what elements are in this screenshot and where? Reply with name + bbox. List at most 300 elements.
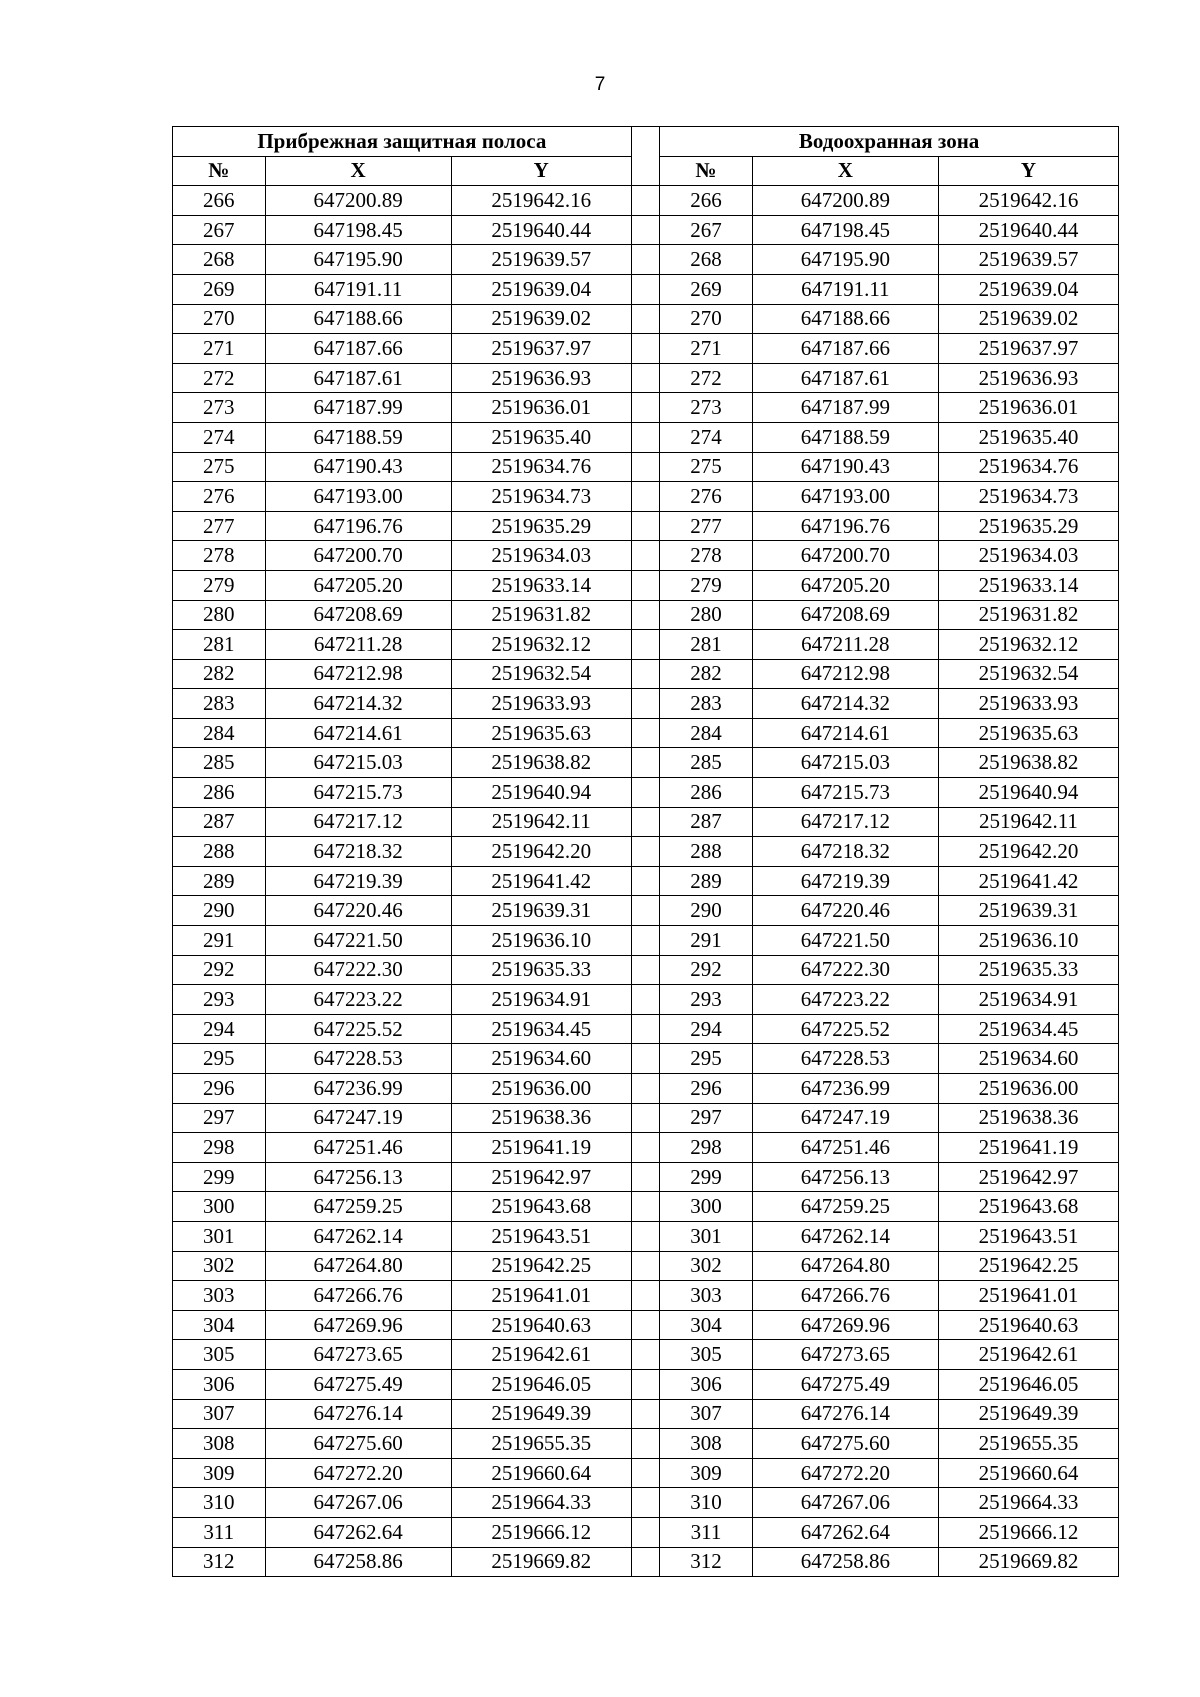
table-row bbox=[173, 1074, 1119, 1104]
coastal-strip-y-cell: 2519666.12 bbox=[451, 1517, 631, 1547]
water-protection-zone-number-cell: 297 bbox=[660, 1103, 753, 1133]
coastal-strip-x-cell: 647262.14 bbox=[265, 1221, 451, 1251]
coastal-strip-x-cell: 647196.76 bbox=[265, 511, 451, 541]
column-gap bbox=[631, 482, 659, 512]
water-protection-zone-number-cell: 269 bbox=[660, 274, 753, 304]
coastal-strip-number-cell: 266 bbox=[173, 186, 266, 216]
table-row bbox=[173, 1310, 1119, 1340]
water-protection-zone-x-cell: 647221.50 bbox=[752, 926, 938, 956]
water-protection-zone-number-cell: 298 bbox=[660, 1133, 753, 1163]
table-row bbox=[173, 630, 1119, 660]
coastal-strip-x-cell: 647221.50 bbox=[265, 926, 451, 956]
water-protection-zone-number-cell: 296 bbox=[660, 1074, 753, 1104]
water-protection-zone-x-cell: 647220.46 bbox=[752, 896, 938, 926]
water-protection-zone-x-cell: 647208.69 bbox=[752, 600, 938, 630]
column-gap bbox=[631, 570, 659, 600]
coastal-strip-x-cell: 647276.14 bbox=[265, 1399, 451, 1429]
coastal-strip-y-cell: 2519642.25 bbox=[451, 1251, 631, 1281]
water-protection-zone-x-cell: 647214.32 bbox=[752, 689, 938, 719]
coastal-strip-y-cell: 2519634.03 bbox=[451, 541, 631, 571]
water-protection-zone-number-cell: 272 bbox=[660, 363, 753, 393]
coastal-strip-number-cell: 285 bbox=[173, 748, 266, 778]
water-protection-zone-number-cell: 284 bbox=[660, 718, 753, 748]
coastal-strip-x-cell: 647267.06 bbox=[265, 1488, 451, 1518]
coastal-strip-y-cell: 2519640.94 bbox=[451, 778, 631, 808]
coastal-strip-x-cell: 647187.99 bbox=[265, 393, 451, 423]
coastal-strip-y-cell: 2519634.76 bbox=[451, 452, 631, 482]
coastal-strip-y-cell: 2519634.91 bbox=[451, 985, 631, 1015]
table-row bbox=[173, 837, 1119, 867]
coastal-strip-x-cell: 647200.70 bbox=[265, 541, 451, 571]
water-protection-zone-y-cell: 2519634.91 bbox=[938, 985, 1118, 1015]
water-protection-zone-x-cell: 647196.76 bbox=[752, 511, 938, 541]
table-row bbox=[173, 304, 1119, 334]
water-protection-zone-number-cell: 286 bbox=[660, 778, 753, 808]
coastal-strip-x-cell: 647225.52 bbox=[265, 1014, 451, 1044]
water-protection-zone-number-cell: 270 bbox=[660, 304, 753, 334]
water-protection-zone-number-cell: 304 bbox=[660, 1310, 753, 1340]
coastal-strip-x-cell: 647228.53 bbox=[265, 1044, 451, 1074]
water-protection-zone-y-cell: 2519634.03 bbox=[938, 541, 1118, 571]
water-protection-zone-y-cell: 2519641.01 bbox=[938, 1281, 1118, 1311]
water-protection-zone-y-cell: 2519640.94 bbox=[938, 778, 1118, 808]
table-row bbox=[173, 1251, 1119, 1281]
coastal-strip-number-cell: 283 bbox=[173, 689, 266, 719]
water-protection-zone-number-cell: 283 bbox=[660, 689, 753, 719]
coastal-strip-y-cell: 2519639.57 bbox=[451, 245, 631, 275]
coastal-strip-number-cell: 267 bbox=[173, 215, 266, 245]
coastal-strip-number-cell: 276 bbox=[173, 482, 266, 512]
coastal-strip-number-cell: 310 bbox=[173, 1488, 266, 1518]
table-row bbox=[173, 1133, 1119, 1163]
table-row bbox=[173, 1014, 1119, 1044]
water-protection-zone-y-cell: 2519639.31 bbox=[938, 896, 1118, 926]
coastal-strip-y-cell: 2519638.82 bbox=[451, 748, 631, 778]
water-protection-zone-number-cell: 292 bbox=[660, 955, 753, 985]
column-gap bbox=[631, 1133, 659, 1163]
water-protection-zone-y-cell: 2519637.97 bbox=[938, 334, 1118, 364]
column-header-y: Y bbox=[938, 156, 1118, 186]
column-gap bbox=[631, 630, 659, 660]
column-gap bbox=[631, 955, 659, 985]
water-protection-zone-number-cell: 276 bbox=[660, 482, 753, 512]
water-protection-zone-x-cell: 647256.13 bbox=[752, 1162, 938, 1192]
table-row bbox=[173, 926, 1119, 956]
water-protection-zone-y-cell: 2519635.29 bbox=[938, 511, 1118, 541]
water-protection-zone-y-cell: 2519633.93 bbox=[938, 689, 1118, 719]
column-header-number: № bbox=[173, 156, 266, 186]
coastal-strip-y-cell: 2519634.45 bbox=[451, 1014, 631, 1044]
column-gap bbox=[631, 689, 659, 719]
water-protection-zone-y-cell: 2519636.01 bbox=[938, 393, 1118, 423]
table-row bbox=[173, 1458, 1119, 1488]
coastal-strip-y-cell: 2519641.42 bbox=[451, 866, 631, 896]
column-gap bbox=[631, 1103, 659, 1133]
coastal-strip-x-cell: 647222.30 bbox=[265, 955, 451, 985]
coastal-strip-y-cell: 2519639.02 bbox=[451, 304, 631, 334]
coastal-strip-number-cell: 291 bbox=[173, 926, 266, 956]
coastal-strip-number-cell: 295 bbox=[173, 1044, 266, 1074]
coastal-strip-y-cell: 2519664.33 bbox=[451, 1488, 631, 1518]
water-protection-zone-y-cell: 2519642.11 bbox=[938, 807, 1118, 837]
coastal-strip-x-cell: 647208.69 bbox=[265, 600, 451, 630]
column-gap bbox=[631, 334, 659, 364]
water-protection-zone-number-cell: 274 bbox=[660, 422, 753, 452]
water-protection-zone-y-cell: 2519642.16 bbox=[938, 186, 1118, 216]
coastal-strip-x-cell: 647258.86 bbox=[265, 1547, 451, 1577]
water-protection-zone-y-cell: 2519664.33 bbox=[938, 1488, 1118, 1518]
water-protection-zone-y-cell: 2519632.54 bbox=[938, 659, 1118, 689]
table-row bbox=[173, 1044, 1119, 1074]
water-protection-zone-x-cell: 647258.86 bbox=[752, 1547, 938, 1577]
coastal-strip-number-cell: 271 bbox=[173, 334, 266, 364]
coastal-strip-y-cell: 2519632.54 bbox=[451, 659, 631, 689]
water-protection-zone-x-cell: 647262.64 bbox=[752, 1517, 938, 1547]
coastal-strip-x-cell: 647218.32 bbox=[265, 837, 451, 867]
coordinates-table bbox=[172, 126, 1119, 1577]
coastal-strip-number-cell: 289 bbox=[173, 866, 266, 896]
coastal-strip-number-cell: 305 bbox=[173, 1340, 266, 1370]
column-gap bbox=[631, 1044, 659, 1074]
coastal-strip-x-cell: 647266.76 bbox=[265, 1281, 451, 1311]
coastal-strip-number-cell: 303 bbox=[173, 1281, 266, 1311]
table-row bbox=[173, 1547, 1119, 1577]
coastal-strip-x-cell: 647273.65 bbox=[265, 1340, 451, 1370]
coastal-strip-number-cell: 311 bbox=[173, 1517, 266, 1547]
water-protection-zone-x-cell: 647187.61 bbox=[752, 363, 938, 393]
column-gap bbox=[631, 1310, 659, 1340]
column-gap bbox=[631, 1399, 659, 1429]
water-protection-zone-number-cell: 287 bbox=[660, 807, 753, 837]
column-gap bbox=[631, 127, 659, 186]
column-gap bbox=[631, 393, 659, 423]
column-gap bbox=[631, 1192, 659, 1222]
coastal-strip-number-cell: 294 bbox=[173, 1014, 266, 1044]
coastal-strip-number-cell: 278 bbox=[173, 541, 266, 571]
water-protection-zone-number-cell: 302 bbox=[660, 1251, 753, 1281]
water-protection-zone-y-cell: 2519666.12 bbox=[938, 1517, 1118, 1547]
water-protection-zone-y-cell: 2519640.44 bbox=[938, 215, 1118, 245]
coastal-strip-x-cell: 647205.20 bbox=[265, 570, 451, 600]
water-protection-zone-y-cell: 2519634.76 bbox=[938, 452, 1118, 482]
table-row bbox=[173, 215, 1119, 245]
water-protection-zone-y-cell: 2519639.02 bbox=[938, 304, 1118, 334]
water-protection-zone-x-cell: 647191.11 bbox=[752, 274, 938, 304]
column-gap bbox=[631, 926, 659, 956]
coastal-strip-x-cell: 647215.73 bbox=[265, 778, 451, 808]
column-gap bbox=[631, 807, 659, 837]
column-gap bbox=[631, 600, 659, 630]
coastal-strip-number-cell: 269 bbox=[173, 274, 266, 304]
water-protection-zone-title: Водоохранная зона bbox=[660, 127, 1119, 157]
water-protection-zone-y-cell: 2519640.63 bbox=[938, 1310, 1118, 1340]
water-protection-zone-number-cell: 280 bbox=[660, 600, 753, 630]
coastal-strip-number-cell: 302 bbox=[173, 1251, 266, 1281]
table-row bbox=[173, 748, 1119, 778]
column-gap bbox=[631, 1547, 659, 1577]
water-protection-zone-y-cell: 2519636.93 bbox=[938, 363, 1118, 393]
water-protection-zone-x-cell: 647212.98 bbox=[752, 659, 938, 689]
table-body bbox=[173, 186, 1119, 1577]
water-protection-zone-x-cell: 647218.32 bbox=[752, 837, 938, 867]
table-row bbox=[173, 511, 1119, 541]
water-protection-zone-y-cell: 2519643.51 bbox=[938, 1221, 1118, 1251]
table-row bbox=[173, 1281, 1119, 1311]
water-protection-zone-number-cell: 309 bbox=[660, 1458, 753, 1488]
water-protection-zone-number-cell: 273 bbox=[660, 393, 753, 423]
table-row bbox=[173, 274, 1119, 304]
water-protection-zone-x-cell: 647193.00 bbox=[752, 482, 938, 512]
water-protection-zone-number-cell: 308 bbox=[660, 1429, 753, 1459]
coastal-strip-y-cell: 2519669.82 bbox=[451, 1547, 631, 1577]
water-protection-zone-number-cell: 281 bbox=[660, 630, 753, 660]
coastal-strip-y-cell: 2519631.82 bbox=[451, 600, 631, 630]
water-protection-zone-number-cell: 305 bbox=[660, 1340, 753, 1370]
water-protection-zone-number-cell: 295 bbox=[660, 1044, 753, 1074]
coastal-strip-y-cell: 2519635.63 bbox=[451, 718, 631, 748]
water-protection-zone-number-cell: 282 bbox=[660, 659, 753, 689]
water-protection-zone-y-cell: 2519639.04 bbox=[938, 274, 1118, 304]
water-protection-zone-number-cell: 278 bbox=[660, 541, 753, 571]
coastal-strip-y-cell: 2519636.00 bbox=[451, 1074, 631, 1104]
water-protection-zone-y-cell: 2519649.39 bbox=[938, 1399, 1118, 1429]
water-protection-zone-number-cell: 310 bbox=[660, 1488, 753, 1518]
column-gap bbox=[631, 452, 659, 482]
table-row bbox=[173, 718, 1119, 748]
water-protection-zone-y-cell: 2519634.45 bbox=[938, 1014, 1118, 1044]
table-row bbox=[173, 985, 1119, 1015]
coastal-strip-number-cell: 307 bbox=[173, 1399, 266, 1429]
column-gap bbox=[631, 541, 659, 571]
column-gap bbox=[631, 1488, 659, 1518]
coastal-strip-number-cell: 287 bbox=[173, 807, 266, 837]
water-protection-zone-number-cell: 268 bbox=[660, 245, 753, 275]
column-gap bbox=[631, 186, 659, 216]
coastal-strip-number-cell: 308 bbox=[173, 1429, 266, 1459]
coastal-strip-x-cell: 647219.39 bbox=[265, 866, 451, 896]
water-protection-zone-number-cell: 306 bbox=[660, 1369, 753, 1399]
water-protection-zone-y-cell: 2519642.61 bbox=[938, 1340, 1118, 1370]
coastal-strip-number-cell: 279 bbox=[173, 570, 266, 600]
coastal-strip-x-cell: 647198.45 bbox=[265, 215, 451, 245]
coastal-strip-x-cell: 647256.13 bbox=[265, 1162, 451, 1192]
coastal-strip-y-cell: 2519634.60 bbox=[451, 1044, 631, 1074]
coastal-strip-y-cell: 2519633.93 bbox=[451, 689, 631, 719]
column-gap bbox=[631, 1014, 659, 1044]
coastal-strip-number-cell: 275 bbox=[173, 452, 266, 482]
coastal-strip-x-cell: 647275.49 bbox=[265, 1369, 451, 1399]
coastal-strip-y-cell: 2519641.01 bbox=[451, 1281, 631, 1311]
column-header-x: X bbox=[752, 156, 938, 186]
column-gap bbox=[631, 837, 659, 867]
coastal-strip-number-cell: 312 bbox=[173, 1547, 266, 1577]
water-protection-zone-y-cell: 2519642.25 bbox=[938, 1251, 1118, 1281]
water-protection-zone-y-cell: 2519634.60 bbox=[938, 1044, 1118, 1074]
table-row bbox=[173, 1221, 1119, 1251]
water-protection-zone-x-cell: 647195.90 bbox=[752, 245, 938, 275]
water-protection-zone-x-cell: 647225.52 bbox=[752, 1014, 938, 1044]
water-protection-zone-number-cell: 299 bbox=[660, 1162, 753, 1192]
coastal-strip-y-cell: 2519636.01 bbox=[451, 393, 631, 423]
water-protection-zone-y-cell: 2519633.14 bbox=[938, 570, 1118, 600]
column-gap bbox=[631, 1429, 659, 1459]
table-row bbox=[173, 689, 1119, 719]
water-protection-zone-x-cell: 647259.25 bbox=[752, 1192, 938, 1222]
water-protection-zone-number-cell: 277 bbox=[660, 511, 753, 541]
water-protection-zone-x-cell: 647187.66 bbox=[752, 334, 938, 364]
table-row bbox=[173, 1517, 1119, 1547]
coastal-strip-number-cell: 293 bbox=[173, 985, 266, 1015]
water-protection-zone-x-cell: 647188.66 bbox=[752, 304, 938, 334]
table-row bbox=[173, 541, 1119, 571]
water-protection-zone-x-cell: 647205.20 bbox=[752, 570, 938, 600]
coastal-strip-x-cell: 647190.43 bbox=[265, 452, 451, 482]
table-title-row bbox=[173, 127, 1119, 157]
column-header-number: № bbox=[660, 156, 753, 186]
coastal-strip-x-cell: 647187.61 bbox=[265, 363, 451, 393]
coastal-strip-y-cell: 2519655.35 bbox=[451, 1429, 631, 1459]
column-gap bbox=[631, 1251, 659, 1281]
water-protection-zone-x-cell: 647198.45 bbox=[752, 215, 938, 245]
coastal-strip-y-cell: 2519649.39 bbox=[451, 1399, 631, 1429]
water-protection-zone-x-cell: 647267.06 bbox=[752, 1488, 938, 1518]
coastal-strip-number-cell: 286 bbox=[173, 778, 266, 808]
coastal-strip-x-cell: 647193.00 bbox=[265, 482, 451, 512]
table-row bbox=[173, 570, 1119, 600]
column-gap bbox=[631, 274, 659, 304]
water-protection-zone-y-cell: 2519632.12 bbox=[938, 630, 1118, 660]
water-protection-zone-number-cell: 271 bbox=[660, 334, 753, 364]
coastal-strip-number-cell: 301 bbox=[173, 1221, 266, 1251]
water-protection-zone-x-cell: 647200.89 bbox=[752, 186, 938, 216]
coastal-strip-x-cell: 647220.46 bbox=[265, 896, 451, 926]
water-protection-zone-number-cell: 291 bbox=[660, 926, 753, 956]
water-protection-zone-x-cell: 647211.28 bbox=[752, 630, 938, 660]
water-protection-zone-y-cell: 2519643.68 bbox=[938, 1192, 1118, 1222]
table-row bbox=[173, 363, 1119, 393]
table-row bbox=[173, 1429, 1119, 1459]
water-protection-zone-number-cell: 289 bbox=[660, 866, 753, 896]
column-gap bbox=[631, 1221, 659, 1251]
table-row bbox=[173, 1340, 1119, 1370]
table-row bbox=[173, 393, 1119, 423]
column-gap bbox=[631, 304, 659, 334]
coastal-strip-x-cell: 647215.03 bbox=[265, 748, 451, 778]
water-protection-zone-number-cell: 301 bbox=[660, 1221, 753, 1251]
water-protection-zone-x-cell: 647219.39 bbox=[752, 866, 938, 896]
table-row bbox=[173, 896, 1119, 926]
water-protection-zone-x-cell: 647272.20 bbox=[752, 1458, 938, 1488]
coastal-strip-y-cell: 2519636.93 bbox=[451, 363, 631, 393]
water-protection-zone-number-cell: 279 bbox=[660, 570, 753, 600]
water-protection-zone-number-cell: 307 bbox=[660, 1399, 753, 1429]
coastal-strip-y-cell: 2519643.68 bbox=[451, 1192, 631, 1222]
water-protection-zone-x-cell: 647275.60 bbox=[752, 1429, 938, 1459]
water-protection-zone-y-cell: 2519635.40 bbox=[938, 422, 1118, 452]
column-gap bbox=[631, 1340, 659, 1370]
table-row bbox=[173, 807, 1119, 837]
coastal-strip-x-cell: 647195.90 bbox=[265, 245, 451, 275]
coastal-strip-x-cell: 647187.66 bbox=[265, 334, 451, 364]
water-protection-zone-x-cell: 647187.99 bbox=[752, 393, 938, 423]
column-gap bbox=[631, 511, 659, 541]
column-header-y: Y bbox=[451, 156, 631, 186]
coastal-strip-y-cell: 2519639.31 bbox=[451, 896, 631, 926]
coastal-strip-number-cell: 288 bbox=[173, 837, 266, 867]
column-gap bbox=[631, 718, 659, 748]
coastal-strip-number-cell: 281 bbox=[173, 630, 266, 660]
column-gap bbox=[631, 1369, 659, 1399]
coastal-strip-title: Прибрежная защитная полоса bbox=[173, 127, 632, 157]
coastal-strip-x-cell: 647275.60 bbox=[265, 1429, 451, 1459]
table-row bbox=[173, 186, 1119, 216]
water-protection-zone-y-cell: 2519641.42 bbox=[938, 866, 1118, 896]
coastal-strip-x-cell: 647247.19 bbox=[265, 1103, 451, 1133]
coastal-strip-number-cell: 274 bbox=[173, 422, 266, 452]
column-header-x: X bbox=[265, 156, 451, 186]
water-protection-zone-number-cell: 300 bbox=[660, 1192, 753, 1222]
water-protection-zone-y-cell: 2519638.36 bbox=[938, 1103, 1118, 1133]
water-protection-zone-y-cell: 2519646.05 bbox=[938, 1369, 1118, 1399]
coastal-strip-x-cell: 647236.99 bbox=[265, 1074, 451, 1104]
water-protection-zone-x-cell: 647273.65 bbox=[752, 1340, 938, 1370]
table-row bbox=[173, 1162, 1119, 1192]
water-protection-zone-y-cell: 2519631.82 bbox=[938, 600, 1118, 630]
table-row bbox=[173, 422, 1119, 452]
water-protection-zone-number-cell: 288 bbox=[660, 837, 753, 867]
table-row bbox=[173, 955, 1119, 985]
water-protection-zone-x-cell: 647269.96 bbox=[752, 1310, 938, 1340]
coastal-strip-y-cell: 2519632.12 bbox=[451, 630, 631, 660]
coastal-strip-x-cell: 647211.28 bbox=[265, 630, 451, 660]
coastal-strip-number-cell: 299 bbox=[173, 1162, 266, 1192]
water-protection-zone-x-cell: 647276.14 bbox=[752, 1399, 938, 1429]
coastal-strip-x-cell: 647272.20 bbox=[265, 1458, 451, 1488]
coastal-strip-y-cell: 2519646.05 bbox=[451, 1369, 631, 1399]
column-gap bbox=[631, 748, 659, 778]
water-protection-zone-y-cell: 2519635.63 bbox=[938, 718, 1118, 748]
water-protection-zone-x-cell: 647262.14 bbox=[752, 1221, 938, 1251]
page-number: 7 bbox=[594, 74, 606, 95]
table-row bbox=[173, 866, 1119, 896]
coastal-strip-y-cell: 2519642.61 bbox=[451, 1340, 631, 1370]
water-protection-zone-y-cell: 2519641.19 bbox=[938, 1133, 1118, 1163]
coastal-strip-number-cell: 292 bbox=[173, 955, 266, 985]
table-row bbox=[173, 1369, 1119, 1399]
water-protection-zone-y-cell: 2519636.00 bbox=[938, 1074, 1118, 1104]
column-gap bbox=[631, 1281, 659, 1311]
coastal-strip-number-cell: 297 bbox=[173, 1103, 266, 1133]
coastal-strip-x-cell: 647188.66 bbox=[265, 304, 451, 334]
table-row bbox=[173, 778, 1119, 808]
column-gap bbox=[631, 778, 659, 808]
coastal-strip-y-cell: 2519638.36 bbox=[451, 1103, 631, 1133]
water-protection-zone-x-cell: 647188.59 bbox=[752, 422, 938, 452]
coastal-strip-x-cell: 647214.32 bbox=[265, 689, 451, 719]
water-protection-zone-x-cell: 647223.22 bbox=[752, 985, 938, 1015]
column-gap bbox=[631, 1458, 659, 1488]
coastal-strip-number-cell: 284 bbox=[173, 718, 266, 748]
coastal-strip-x-cell: 647214.61 bbox=[265, 718, 451, 748]
coastal-strip-y-cell: 2519637.97 bbox=[451, 334, 631, 364]
table-row bbox=[173, 452, 1119, 482]
coastal-strip-y-cell: 2519633.14 bbox=[451, 570, 631, 600]
coastal-strip-x-cell: 647191.11 bbox=[265, 274, 451, 304]
water-protection-zone-x-cell: 647275.49 bbox=[752, 1369, 938, 1399]
water-protection-zone-x-cell: 647200.70 bbox=[752, 541, 938, 571]
coastal-strip-y-cell: 2519634.73 bbox=[451, 482, 631, 512]
water-protection-zone-y-cell: 2519635.33 bbox=[938, 955, 1118, 985]
